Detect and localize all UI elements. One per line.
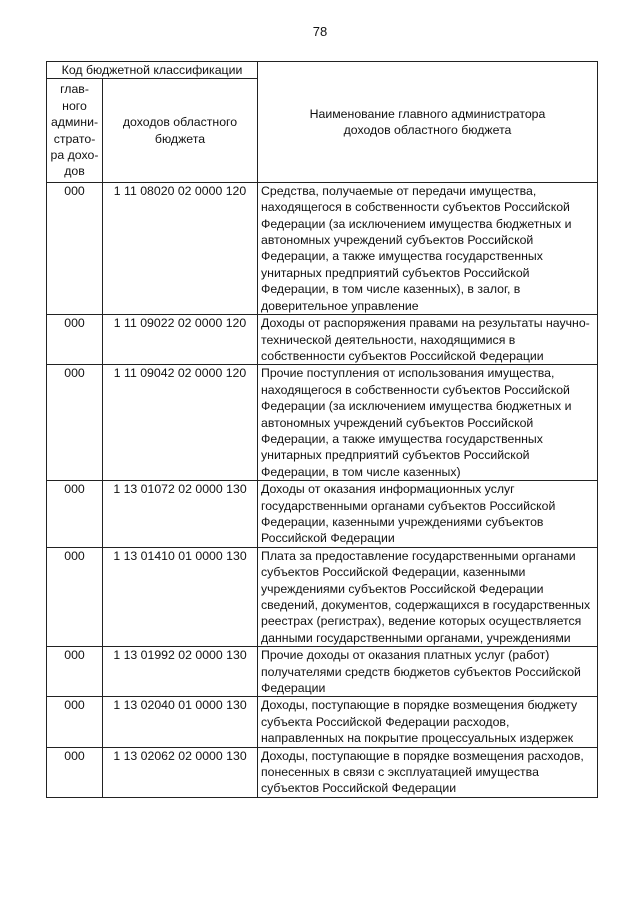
table-row [47, 647, 598, 697]
page-number: 78 [312, 24, 328, 39]
table-row [47, 747, 598, 797]
revenue-name-cell: Прочие поступления от использования имущества, находящегося в собственности субъектов Российской Федерации (за исключением имущества бюджетных и автономных учреждений субъектов Российской Федерации, а также имущества государственных унитарных предприятий субъектов Российской Федерации, в том числе казенных) [258, 365, 598, 481]
table-row [47, 697, 598, 747]
table-row [47, 365, 598, 481]
admin-code-cell: 000 [47, 182, 103, 314]
income-code-cell: 1 13 01072 02 0000 130 [103, 481, 258, 548]
header-income-code: доходов областного бюджета [103, 79, 258, 182]
table-body [47, 182, 598, 797]
admin-code-cell: 000 [47, 547, 103, 646]
income-code-cell: 1 11 09022 02 0000 120 [103, 315, 258, 365]
revenue-name-cell: Прочие доходы от оказания платных услуг (работ) получателями средств бюджетов субъектов Российской Федерации [258, 647, 598, 697]
admin-code-cell: 000 [47, 697, 103, 747]
revenue-name-cell: Доходы, поступающие в порядке возмещения бюджету субъекта Российской Федерации расходов, направленных на покрытие процессуальных издержек [258, 697, 598, 747]
table-row [47, 315, 598, 365]
revenue-name-cell: Доходы, поступающие в порядке возмещения расходов, понесенных в связи с эксплуатацией имущества субъектов Российской Федерации [258, 747, 598, 797]
income-code-cell: 1 11 08020 02 0000 120 [103, 182, 258, 314]
admin-code-cell: 000 [47, 747, 103, 797]
revenue-name-cell: Доходы от распоряжения правами на результаты научно-технической деятельности, находящимися в собственности субъектов Российской Федерации [258, 315, 598, 365]
income-code-cell: 1 13 02040 01 0000 130 [103, 697, 258, 747]
header-budget-code: Код бюджетной классификации [47, 62, 258, 79]
table-row [47, 182, 598, 314]
header-administrator-name: Наименование главного администратора доходов областного бюджета [258, 62, 598, 183]
table-row [47, 547, 598, 646]
revenue-name-cell: Плата за предоставление государственными органами субъектов Российской Федерации, казенными учреждениями субъектов Российской Федерации сведений, документов, содержащихся в государственных реестрах (регистрах), ведение которых осуществляется данными государственными органами, учреждениями [258, 547, 598, 646]
revenue-name-cell: Средства, получаемые от передачи имущества, находящегося в собственности субъектов Российской Федерации (за исключением имущества бюджетных и автономных учреждений субъектов Российской Федерации, а также имущества государственных унитарных предприятий субъектов Российской Федерации, в том числе казенных), в залог, в доверительное управление [258, 182, 598, 314]
header-row-top [47, 62, 598, 79]
budget-classification-table [46, 61, 598, 798]
header-admin-code: глав- ного админи- страто- ра дохо- дов [47, 79, 103, 182]
admin-code-cell: 000 [47, 315, 103, 365]
admin-code-cell: 000 [47, 647, 103, 697]
table-row [47, 481, 598, 548]
income-code-cell: 1 11 09042 02 0000 120 [103, 365, 258, 481]
income-code-cell: 1 13 02062 02 0000 130 [103, 747, 258, 797]
income-code-cell: 1 13 01992 02 0000 130 [103, 647, 258, 697]
admin-code-cell: 000 [47, 365, 103, 481]
admin-code-cell: 000 [47, 481, 103, 548]
income-code-cell: 1 13 01410 01 0000 130 [103, 547, 258, 646]
revenue-name-cell: Доходы от оказания информационных услуг государственными органами субъектов Российской Федерации, казенными учреждениями субъектов Российской Федерации [258, 481, 598, 548]
